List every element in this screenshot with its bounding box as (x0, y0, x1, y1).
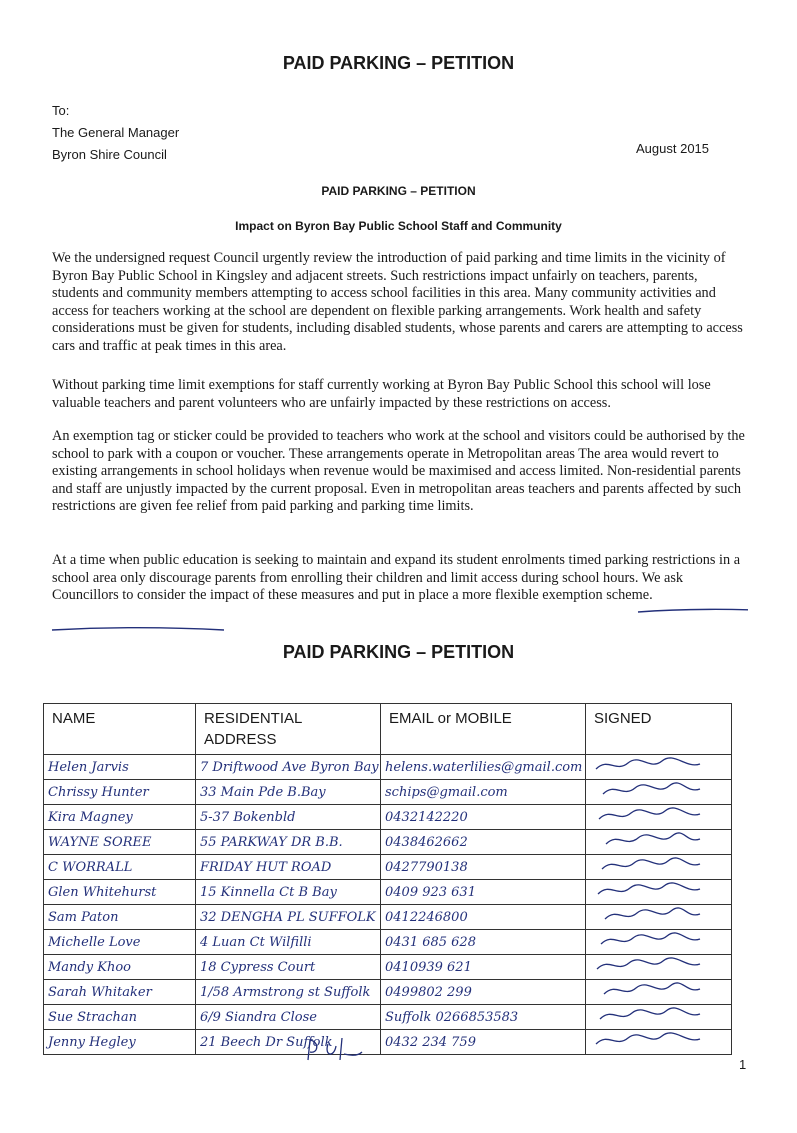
signer-address: 15 Kinnella Ct B Bay (196, 880, 381, 905)
signer-name: Jenny Hegley (44, 1030, 196, 1055)
signer-contact: 0432 234 759 (381, 1030, 586, 1055)
signer-address: 18 Cypress Court (196, 955, 381, 980)
signature (586, 980, 732, 1005)
signer-contact: Suffolk 0266853583 (381, 1005, 586, 1030)
paragraph-exemptions: Without parking time limit exemptions for staff currently working at Byron Bay Public School this school will lose valuable teachers and parent volunteers who are unfairly impacted by these restrictions on access. (52, 377, 711, 411)
handwritten-mark (300, 1032, 380, 1072)
table-row (44, 955, 732, 980)
table-row (44, 830, 732, 855)
signature-scribble (590, 980, 720, 1000)
signature-scribble (590, 880, 720, 900)
signer-contact: 0427790138 (381, 855, 586, 880)
subheading-impact: Impact on Byron Bay Public School Staff and Community (235, 219, 562, 233)
signer-name: Sarah Whitaker (44, 980, 196, 1005)
signature-scribble (590, 830, 720, 850)
petition-heading: PAID PARKING – PETITION (282, 642, 515, 662)
signer-address: 32 DENGHA PL SUFFOLK (196, 905, 381, 930)
address-recipient: The General Manager (52, 125, 180, 140)
signer-contact: 0409 923 631 (381, 880, 586, 905)
signer-name: Helen Jarvis (44, 755, 196, 780)
signer-contact: 0432142220 (381, 805, 586, 830)
signature-scribble (590, 1030, 720, 1050)
table-row (44, 930, 732, 955)
signer-contact: 0499802 299 (381, 980, 586, 1005)
signer-contact: helens.waterlilies@gmail.com (381, 755, 586, 780)
signature-scribble (590, 780, 720, 800)
signer-name: Sam Paton (44, 905, 196, 930)
signer-name: Mandy Khoo (44, 955, 196, 980)
paragraph-sticker: An exemption tag or sticker could be provided to teachers who work at the school and visitors could be authorised by the school to park with a coupon or voucher. These arrangements operate in Metropolitan areas The area would revert to existing arrangements in school holidays when revenue would be maximised and access limited. Non-residential parents and staff are unjustly impacted by the current proposal. Even in metropolitan areas teachers and parents affected by such restrictions are given fee relief from paid parking and parking time limits. (52, 428, 745, 514)
signature (586, 755, 732, 780)
column-header-contact: EMAIL or MOBILE (381, 704, 586, 755)
table-row (44, 805, 732, 830)
signature-scribble (590, 1005, 720, 1025)
signature-scribble (590, 755, 720, 775)
signer-contact: 0431 685 628 (381, 930, 586, 955)
signature (586, 930, 732, 955)
address-block (52, 100, 179, 166)
handwritten-underline (48, 600, 748, 640)
column-header-address: RESIDENTIAL ADDRESS (196, 704, 381, 755)
signer-name: Kira Magney (44, 805, 196, 830)
table-row (44, 880, 732, 905)
signature (586, 905, 732, 930)
signature (586, 880, 732, 905)
signer-address: 6/9 Siandra Close (196, 1005, 381, 1030)
signer-contact: 0438462662 (381, 830, 586, 855)
signature (586, 830, 732, 855)
signer-contact: 0412246800 (381, 905, 586, 930)
table-row (44, 755, 732, 780)
signature (586, 955, 732, 980)
signature (586, 780, 732, 805)
document-title: PAID PARKING – PETITION (282, 53, 515, 73)
signature-scribble (590, 905, 720, 925)
signature-scribble (590, 805, 720, 825)
document-date: August 2015 (636, 141, 710, 156)
signer-name: Sue Strachan (44, 1005, 196, 1030)
signer-name: WAYNE SOREE (44, 830, 196, 855)
page-number: 1 (739, 1057, 747, 1072)
signature-scribble (590, 855, 720, 875)
paragraph-request: We the undersigned request Council urgently review the introduction of paid parking and time limits in the vicinity of Byron Bay Public School in Kingsley and adjacent streets. Such restrictions impact unfairly on teachers, parents, students and community members attempting to access school facilities in this area. Many community activities and access for teachers working at the school are dependent on flexible parking arrangements. Work health and safety considerations must be given for students, including disabled students, whose parents and carers are attempting to access cars and traffic at peak times in this area. (52, 250, 743, 354)
signer-address: 33 Main Pde B.Bay (196, 780, 381, 805)
address-organisation: Byron Shire Council (52, 147, 167, 162)
signer-address: 7 Driftwood Ave Byron Bay (196, 755, 381, 780)
signer-name: C WORRALL (44, 855, 196, 880)
column-header-signed: SIGNED (586, 704, 732, 755)
address-to: To: (52, 103, 70, 118)
table-body (44, 755, 732, 1055)
table-row (44, 980, 732, 1005)
signer-name: Glen Whitehurst (44, 880, 196, 905)
signer-address: FRIDAY HUT ROAD (196, 855, 381, 880)
table-row (44, 905, 732, 930)
paragraph-public-education: At a time when public education is seeking to maintain and expand its student enrolments timed parking restrictions in a school area only discourage parents from enrolling their children and limit access during school hours. We ask Councillors to consider the impact of these measures and put in place a more flexible exemption scheme. (52, 552, 741, 603)
signature-scribble (590, 955, 720, 975)
subheading-title: PAID PARKING – PETITION (321, 184, 476, 198)
signature (586, 1005, 732, 1030)
signer-address: 55 PARKWAY DR B.B. (196, 830, 381, 855)
signer-name: Chrissy Hunter (44, 780, 196, 805)
table-row (44, 855, 732, 880)
signer-address: 4 Luan Ct Wilfilli (196, 930, 381, 955)
table-row (44, 780, 732, 805)
table-row (44, 1030, 732, 1055)
signer-address: 1/58 Armstrong st Suffolk (196, 980, 381, 1005)
signature (586, 1030, 732, 1055)
table-header-row (44, 704, 732, 755)
column-header-name: NAME (44, 704, 196, 755)
signer-address: 5-37 Bokenbld (196, 805, 381, 830)
signer-contact: schips@gmail.com (381, 780, 586, 805)
signature-scribble (590, 930, 720, 950)
signature (586, 855, 732, 880)
signature-table (43, 703, 732, 1055)
signer-contact: 0410939 621 (381, 955, 586, 980)
signer-name: Michelle Love (44, 930, 196, 955)
table-row (44, 1005, 732, 1030)
signature (586, 805, 732, 830)
signer-address: 21 Beech Dr Suffolk (196, 1030, 381, 1055)
